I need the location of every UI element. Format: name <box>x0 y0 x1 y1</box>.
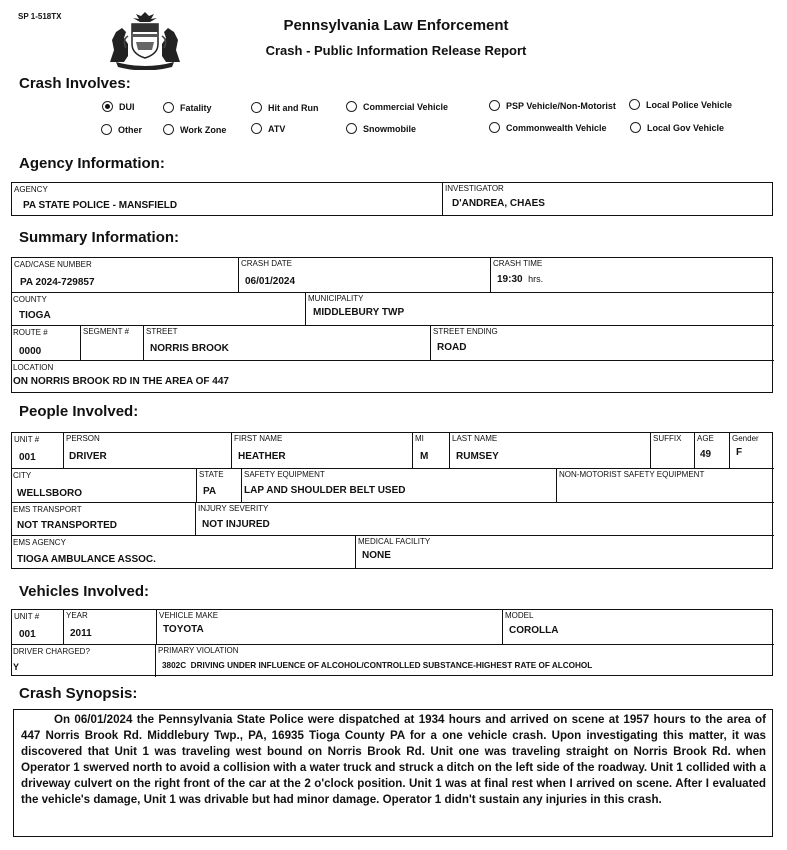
street-value: NORRIS BROOK <box>150 343 229 354</box>
option-label: Other <box>118 124 143 135</box>
synopsis-heading: Crash Synopsis: <box>19 685 138 702</box>
city-label: CITY <box>13 471 32 480</box>
injury-value: NOT INJURED <box>202 519 270 530</box>
safety-label: SAFETY EQUIPMENT <box>244 470 325 479</box>
option-psp-vehicle[interactable] <box>489 100 616 111</box>
injury-label: INJURY SEVERITY <box>198 504 269 513</box>
first-name-value: HEATHER <box>238 451 286 462</box>
segment-label: SEGMENT # <box>83 327 130 336</box>
agency-table <box>11 182 773 216</box>
option-label: PSP Vehicle/Non-Motorist <box>506 100 616 111</box>
summary-table <box>11 257 773 393</box>
location-value: ON NORRIS BROOK RD IN THE AREA OF 447 <box>13 376 229 387</box>
radio-selected-icon <box>102 101 113 112</box>
people-table <box>11 432 773 569</box>
state-value: PA <box>203 486 217 497</box>
case-label: CAD/CASE NUMBER <box>14 260 92 269</box>
charged-row <box>11 644 774 676</box>
ems-transport-value: NOT TRANSPORTED <box>17 520 117 531</box>
make-cell <box>156 609 502 644</box>
time-unit: hrs. <box>528 274 544 284</box>
first-name-cell <box>231 432 412 469</box>
crash-date-cell <box>238 257 490 292</box>
option-label: Commonwealth Vehicle <box>506 122 607 133</box>
option-commonwealth-vehicle[interactable] <box>489 122 607 133</box>
people-heading: People Involved: <box>19 403 139 420</box>
county-label: COUNTY <box>13 295 47 304</box>
agency-heading: Agency Information: <box>19 155 165 172</box>
gender-label: Gender <box>732 434 759 443</box>
radio-empty-icon <box>346 123 357 134</box>
radio-empty-icon <box>629 99 640 110</box>
crash-date-label: CRASH DATE <box>241 259 292 268</box>
case-value: PA 2024-729857 <box>20 277 95 288</box>
unit-value: 001 <box>19 452 36 463</box>
safety-cell <box>241 468 556 503</box>
report-subtitle: Crash - Public Information Release Report <box>265 43 527 58</box>
time-value: 19:30 <box>497 274 523 285</box>
radio-empty-icon <box>163 124 174 135</box>
make-value: TOYOTA <box>163 624 204 635</box>
option-work-zone[interactable] <box>163 124 226 135</box>
mi-cell <box>412 432 449 469</box>
option-label: Local Gov Vehicle <box>647 122 725 133</box>
segment-cell <box>80 325 143 361</box>
medical-value: NONE <box>362 550 391 561</box>
radio-empty-icon <box>251 123 262 134</box>
ems-agency-row <box>11 535 774 568</box>
vehicles-heading: Vehicles Involved: <box>19 583 150 600</box>
violation-value: 3802C DRIVING UNDER INFLUENCE OF ALCOHOL/CONTROLLED SUBSTANCE-HIGHEST RATE OF ALCOHOL <box>162 661 593 670</box>
route-row <box>11 325 774 360</box>
year-value: 2011 <box>70 628 92 639</box>
person-cell <box>63 432 231 469</box>
ems-agency-value: TIOGA AMBULANCE ASSOC. <box>17 554 156 565</box>
option-local-police-vehicle[interactable] <box>629 99 732 110</box>
option-label: Hit and Run <box>268 102 319 113</box>
option-label: Snowmobile <box>363 123 417 134</box>
municipality-cell <box>305 292 774 326</box>
state-cell <box>196 468 241 503</box>
year-cell <box>63 609 156 644</box>
city-value: WELLSBORO <box>17 488 82 499</box>
radio-empty-icon <box>163 102 174 113</box>
first-name-label: FIRST NAME <box>234 434 283 443</box>
year-label: YEAR <box>66 611 88 620</box>
ems-agency-label: EMS AGENCY <box>13 538 66 547</box>
option-fatality[interactable] <box>163 102 212 113</box>
option-label: Work Zone <box>180 124 227 135</box>
crash-time-label: CRASH TIME <box>493 259 543 268</box>
medical-cell <box>355 535 774 569</box>
radio-empty-icon <box>489 122 500 133</box>
option-label: DUI <box>119 101 135 112</box>
model-value: COROLLA <box>509 625 559 636</box>
person-label: PERSON <box>66 434 100 443</box>
county-value: TIOGA <box>19 310 51 321</box>
crash-time-cell <box>490 257 773 292</box>
person-value: DRIVER <box>69 451 107 462</box>
report-title: Pennsylvania Law Enforcement <box>283 17 509 34</box>
vehicle-unit-value: 001 <box>19 629 36 640</box>
investigator-cell <box>442 182 773 215</box>
violation-cell <box>155 644 774 677</box>
age-label: AGE <box>697 434 714 443</box>
mi-label: MI <box>415 434 424 443</box>
summary-heading: Summary Information: <box>19 229 180 246</box>
crash-date-value: 06/01/2024 <box>245 276 296 287</box>
state-label: STATE <box>199 470 224 479</box>
last-name-value: RUMSEY <box>456 451 499 462</box>
make-label: VEHICLE MAKE <box>159 611 219 620</box>
option-dui[interactable] <box>102 101 135 112</box>
suffix-cell <box>650 432 694 469</box>
street-ending-cell <box>430 325 774 361</box>
option-local-gov-vehicle[interactable] <box>630 122 724 133</box>
synopsis-text: On 06/01/2024 the Pennsylvania State Police were dispatched at 1934 hours and arrived on scene at 1957 hours to the area of 447 Norris Brook Rd. Middlebury Twp., PA, 16935 Tioga County PA for a one vehicle crash. Upon investigating this matter, it was discovered that Unit 1 was traveling west bound on Norris Brook Rd. Unit one was traveling straight on Norris Brook Rd. when Operator 1 swerved north to avoid a collision with a water truck and struck a ditch on the left side of the roadway. Unit 1 collided with a driveway culvert on the right front of the car at the 2 o'clock position. Unit 1 was at final rest when I arrived on scene. After I evaluated the vehicle's damage, Unit 1 was drivable but had minor damage. Operator 1 didn't sustain any injuries in this crash. <box>13 709 773 837</box>
investigator-value: D'ANDREA, CHAES <box>452 198 545 209</box>
radio-empty-icon <box>346 101 357 112</box>
street-ending-label: STREET ENDING <box>433 327 498 336</box>
street-ending-value: ROAD <box>437 342 467 353</box>
ems-transport-row <box>11 502 774 535</box>
medical-label: MEDICAL FACILITY <box>358 537 431 546</box>
route-value: 0000 <box>19 346 42 357</box>
form-id: SP 1-518TX <box>18 12 62 21</box>
crash-involves-heading: Crash Involves: <box>19 75 131 92</box>
municipality-value: MIDDLEBURY TWP <box>313 307 405 318</box>
option-label: Local Police Vehicle <box>646 99 733 110</box>
municipality-label: MUNICIPALITY <box>308 294 364 303</box>
nm-safety-cell <box>556 468 774 503</box>
street-cell <box>143 325 430 361</box>
radio-empty-icon <box>489 100 500 111</box>
option-label: Fatality <box>180 102 212 113</box>
charged-label: DRIVER CHARGED? <box>13 647 90 656</box>
unit-label: UNIT # <box>14 435 40 444</box>
last-name-cell <box>449 432 650 469</box>
option-other[interactable] <box>101 124 142 135</box>
investigator-label: INVESTIGATOR <box>445 184 504 193</box>
gender-value: F <box>736 447 743 458</box>
option-hit-and-run[interactable] <box>251 102 319 113</box>
last-name-label: LAST NAME <box>452 434 498 443</box>
ems-transport-label: EMS TRANSPORT <box>13 505 82 514</box>
safety-value: LAP AND SHOULDER BELT USED <box>244 485 406 496</box>
radio-empty-icon <box>101 124 112 135</box>
charged-value: Y <box>13 662 20 672</box>
county-row <box>11 292 774 325</box>
option-label: ATV <box>268 123 286 134</box>
location-label: LOCATION <box>13 363 54 372</box>
model-label: MODEL <box>505 611 534 620</box>
location-row <box>11 360 774 392</box>
injury-cell <box>195 502 774 536</box>
age-cell <box>694 432 729 469</box>
option-atv[interactable] <box>251 123 285 134</box>
agency-label: AGENCY <box>14 185 48 194</box>
route-label: ROUTE # <box>13 328 48 337</box>
radio-empty-icon <box>630 122 641 133</box>
gender-cell <box>729 432 773 469</box>
violation-label: PRIMARY VIOLATION <box>158 646 239 655</box>
city-row <box>11 468 774 502</box>
mi-value: M <box>420 451 429 462</box>
nm-safety-label: NON-MOTORIST SAFETY EQUIPMENT <box>559 470 705 479</box>
crash-time-value <box>497 274 543 285</box>
vehicle-unit-label: UNIT # <box>14 612 40 621</box>
vehicles-table <box>11 609 773 676</box>
model-cell <box>502 609 773 644</box>
suffix-label: SUFFIX <box>653 434 682 443</box>
age-value: 49 <box>700 449 712 460</box>
agency-value: PA STATE POLICE - MANSFIELD <box>23 200 178 211</box>
option-commercial-vehicle[interactable] <box>346 101 448 112</box>
option-snowmobile[interactable] <box>346 123 416 134</box>
radio-empty-icon <box>251 102 262 113</box>
street-label: STREET <box>146 327 178 336</box>
option-label: Commercial Vehicle <box>363 101 449 112</box>
